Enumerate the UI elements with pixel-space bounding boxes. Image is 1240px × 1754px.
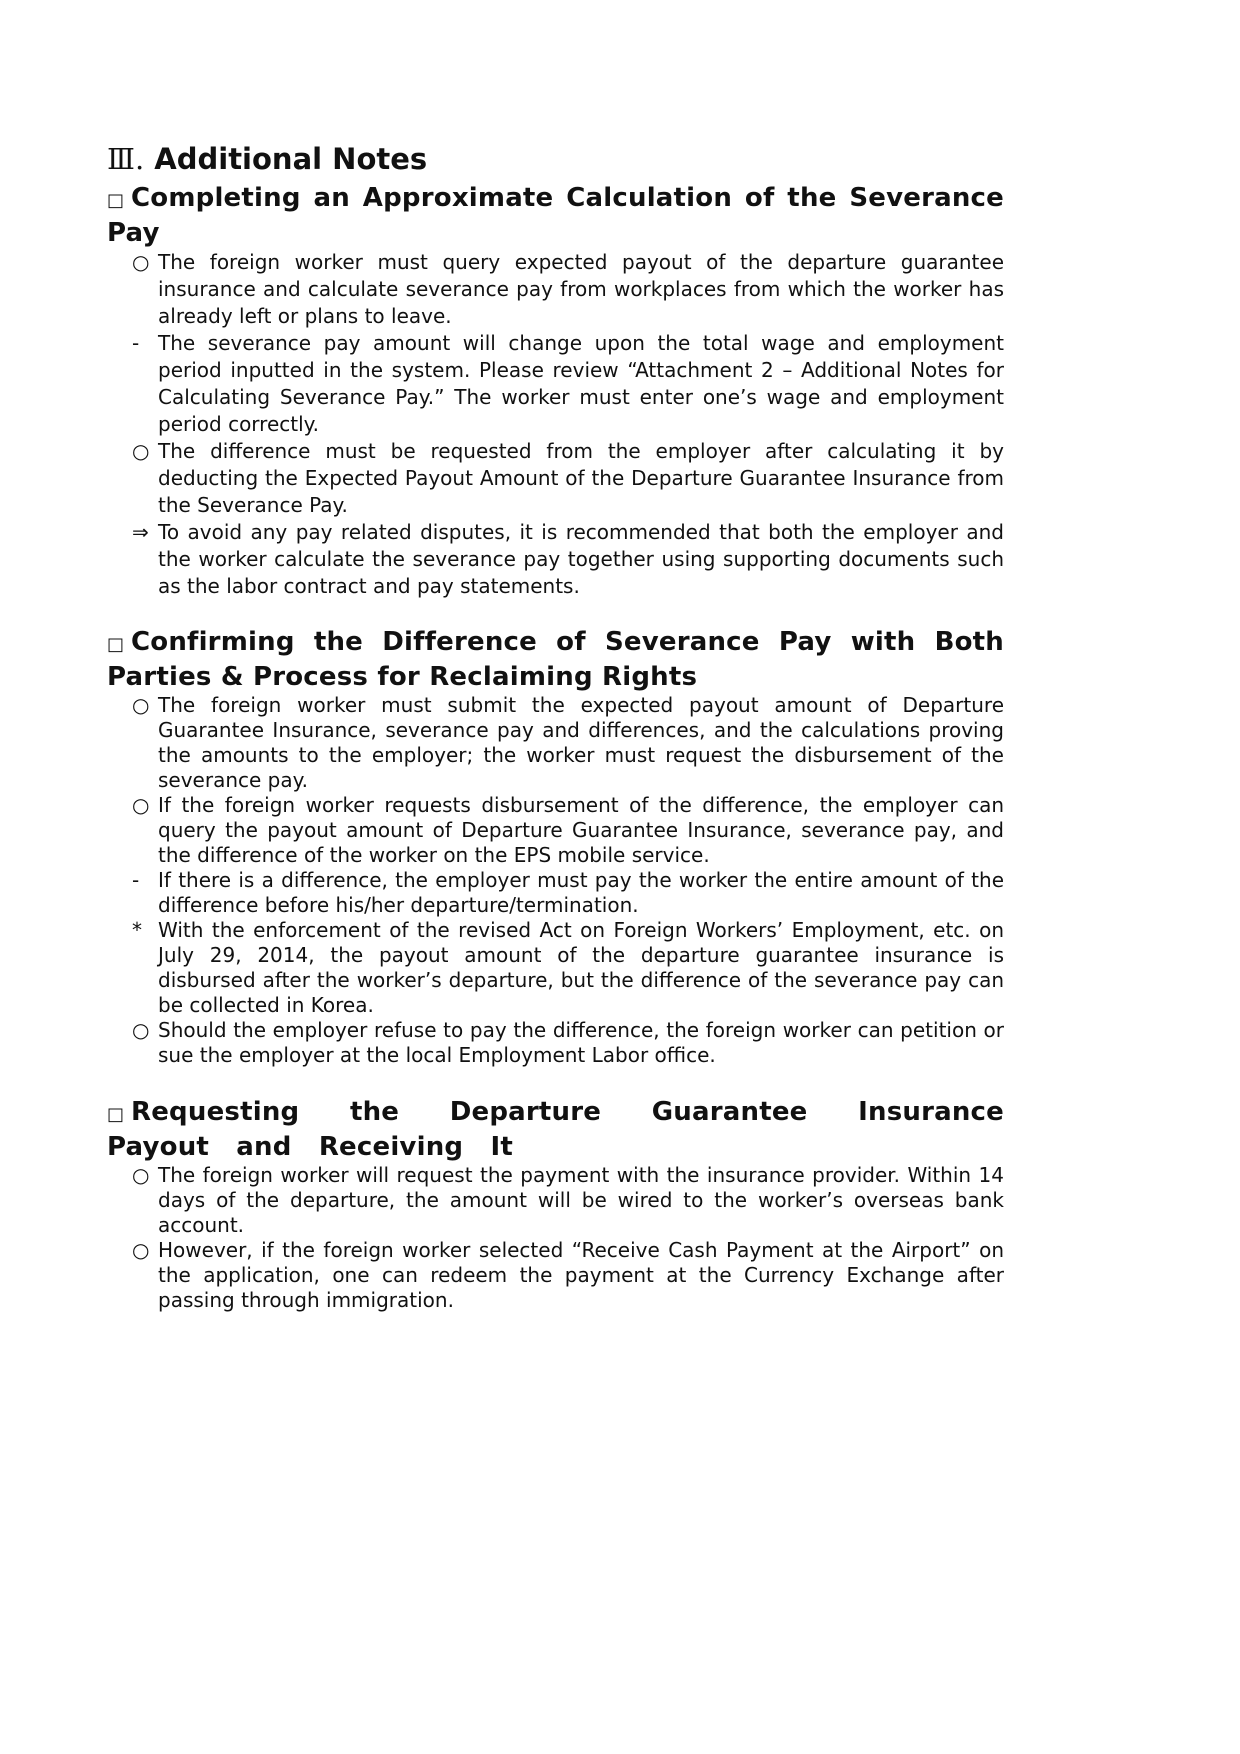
section-heading-text: Requesting the Departure Guarantee Insurance Payout and Receiving It <box>107 1097 1004 1162</box>
list-item-text: The severance pay amount will change upon the total wage and employment period inputted in the system. Please review “Attachment 2 – Additional Notes for Calculating Severance Pay.” The worker must enter one’s wage and employment period correctly. <box>158 331 1004 436</box>
checkbox-square-icon: □ <box>107 634 125 655</box>
list-item-text: If the foreign worker requests disbursement of the difference, the employer can query the payout amount of Departure Guarantee Insurance, severance pay, and the difference of the worker on the EPS mobile service. <box>158 793 1004 867</box>
list-item-text: Should the employer refuse to pay the difference, the foreign worker can petition or sue the employer at the local Employment Labor office. <box>158 1018 1004 1067</box>
section-heading <box>107 1096 1004 1163</box>
section-numeral: Ⅲ. <box>107 142 145 176</box>
circle-bullet-icon: ○ <box>132 439 150 463</box>
list-item <box>107 693 1004 793</box>
checkbox-square-icon: □ <box>107 190 125 211</box>
circle-bullet-icon: ○ <box>132 793 150 817</box>
page-title <box>107 138 1004 180</box>
list-item-text: The foreign worker will request the payment with the insurance provider. Within 14 days of the departure, the amount will be wired to the worker’s overseas bank account. <box>158 1163 1004 1237</box>
dash-bullet-icon: - <box>132 331 140 355</box>
list-item <box>107 438 1004 519</box>
list-item <box>107 793 1004 868</box>
list-item <box>107 868 1004 918</box>
section-requesting-payout <box>107 1096 1004 1313</box>
circle-bullet-icon: ○ <box>132 693 150 717</box>
circle-bullet-icon: ○ <box>132 1018 150 1042</box>
list-item-text: To avoid any pay related disputes, it is recommended that both the employer and the worker calculate the severance pay together using supporting documents such as the labor contract and pay statements. <box>158 520 1004 598</box>
section-severance-calculation <box>107 182 1004 600</box>
circle-bullet-icon: ○ <box>132 250 150 274</box>
list-item <box>107 249 1004 330</box>
section-heading <box>107 626 1004 693</box>
list-item-text: The difference must be requested from the employer after calculating it by deducting the Expected Payout Amount of the Departure Guarantee Insurance from the Severance Pay. <box>158 439 1004 517</box>
section-heading-text: Completing an Approximate Calculation of the Severance Pay <box>107 183 1004 248</box>
list-item-text: With the enforcement of the revised Act on Foreign Workers’ Employment, etc. on July 29, 2014, the payout amount of the departure guarantee insurance is disbursed after the worker’s departure, but the difference of the severance pay can be collected in Korea. <box>158 918 1004 1017</box>
circle-bullet-icon: ○ <box>132 1238 150 1262</box>
implies-arrow-icon: ⇒ <box>132 520 149 544</box>
circle-bullet-icon: ○ <box>132 1163 150 1187</box>
list-item <box>107 918 1004 1018</box>
list-item-text: If there is a difference, the employer must pay the worker the entire amount of the difference before his/her departure/termination. <box>158 868 1004 917</box>
dash-bullet-icon: - <box>132 868 140 892</box>
title-text: Additional Notes <box>154 142 428 176</box>
list-item <box>107 1163 1004 1238</box>
document-page <box>107 138 1004 1313</box>
section-confirming-difference <box>107 626 1004 1068</box>
list-item <box>107 330 1004 438</box>
list-item-text: However, if the foreign worker selected “Receive Cash Payment at the Airport” on the application, one can redeem the payment at the Currency Exchange after passing through immigration. <box>158 1238 1004 1312</box>
list-item <box>107 1018 1004 1068</box>
list-item <box>107 519 1004 600</box>
asterisk-note-icon: * <box>132 918 142 942</box>
list-item-text: The foreign worker must submit the expected payout amount of Departure Guarantee Insurance, severance pay and differences, and the calculations proving the amounts to the employer; the worker must request the disbursement of the severance pay. <box>158 693 1004 792</box>
section-heading <box>107 182 1004 249</box>
list-item-text: The foreign worker must query expected payout of the departure guarantee insurance and calculate severance pay from workplaces from which the worker has already left or plans to leave. <box>158 250 1004 328</box>
list-item <box>107 1238 1004 1313</box>
section-heading-text: Confirming the Difference of Severance Pay with Both Parties & Process for Reclaiming Rights <box>107 627 1004 692</box>
checkbox-square-icon: □ <box>107 1104 125 1125</box>
